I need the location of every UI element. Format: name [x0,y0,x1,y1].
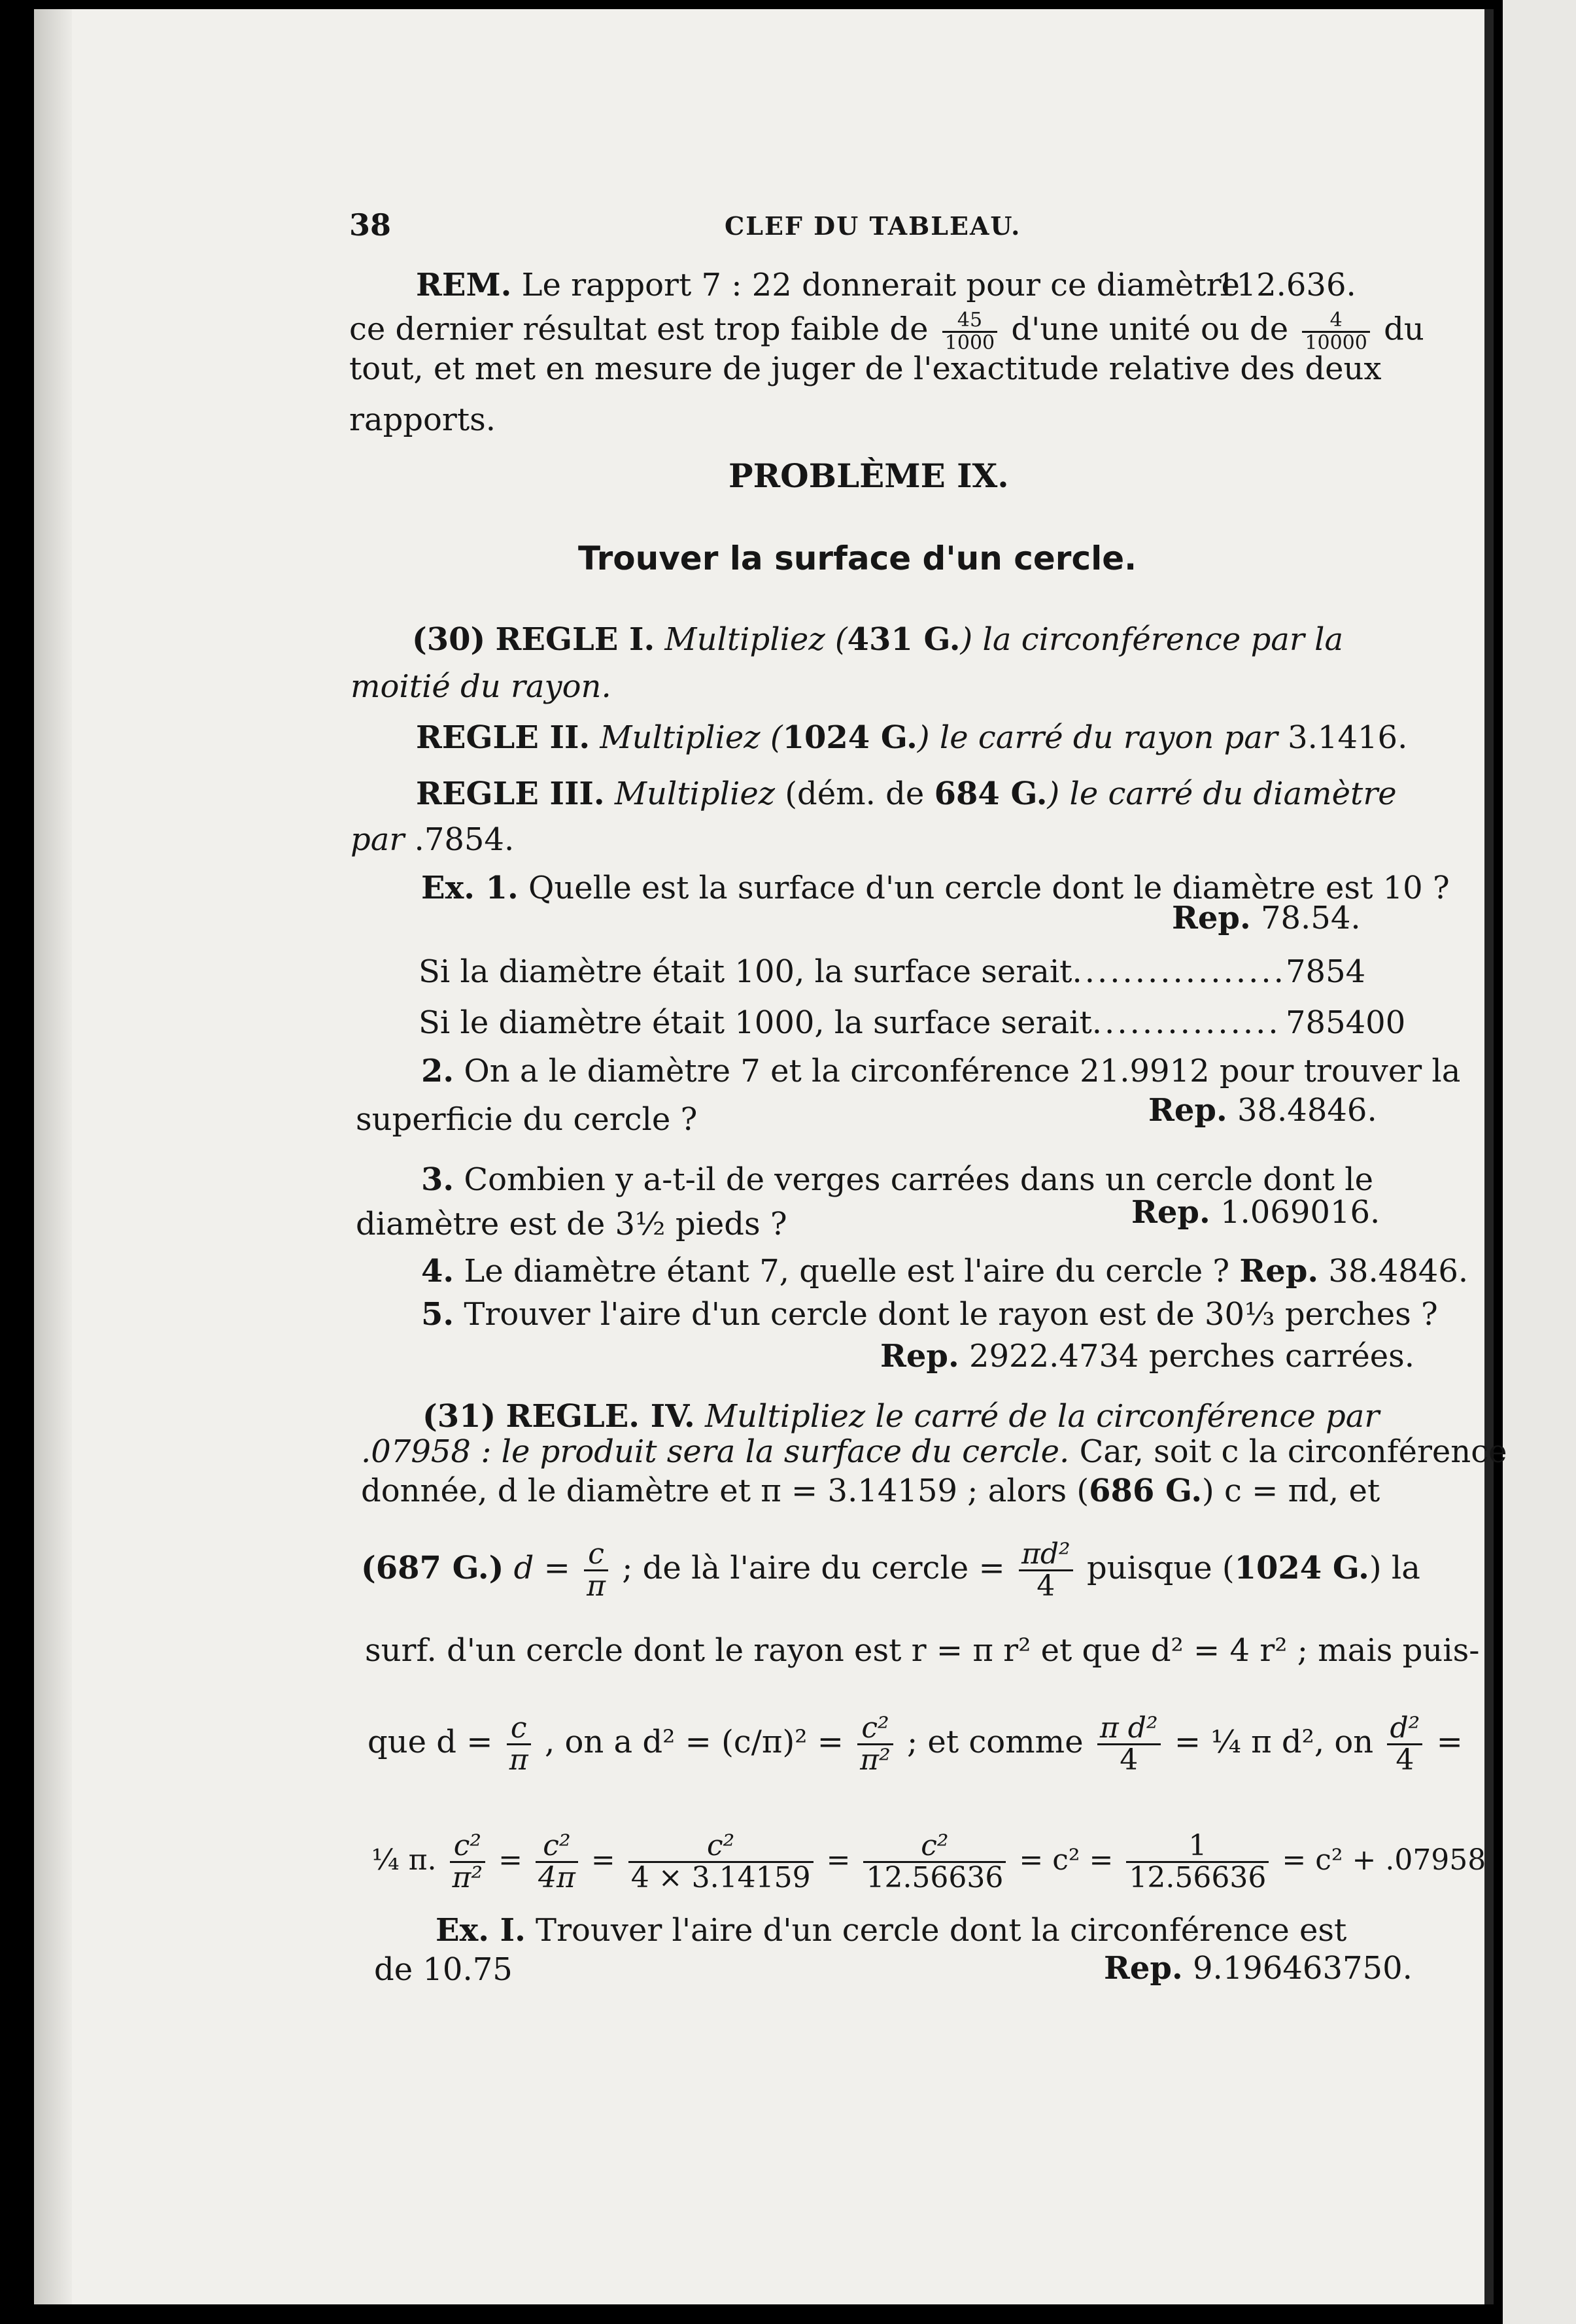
rule-3-line-1: REGLE III. Multipliez (dém. de 684 G.) le carré du diamètre [416,776,1397,812]
rule-4-example-answer: Rep. 9.196463750. [1104,1950,1413,1987]
rem-line-2: ce dernier résultat est trop faible de $\frac{45}{1000}$ d'une unité ou de $\frac{4}{10000}$ du [349,309,1424,354]
rule-4-line-1: (31) REGLE. IV. Multipliez le carré de la circonférence par [422,1398,1380,1435]
rem-line-3: tout, et met en mesure de juger de l'exactitude relative des deux [349,350,1382,387]
page-number: 38 [349,207,392,243]
example-3-line-1: 3. Combien y a-t-il de verges carrées dans un cercle dont le [421,1161,1374,1198]
example-2-line-1: 2. On a le diamètre 7 et la circonférence 21.9912 pour trouver la [421,1053,1461,1089]
rule-4-label: REGLE. IV. [505,1398,695,1435]
rule-1-line-2: moitié du rayon. [351,668,611,705]
rem-line-4: rapports. [349,402,496,438]
example-1-answer: Rep. 78.54. [1172,900,1361,936]
example-3-line-2: diamètre est de 3½ pieds ? [356,1206,787,1242]
example-4: 4. Le diamètre étant 7, quelle est l'aire du cercle ? Rep. 38.4846. [421,1253,1469,1290]
example-1: Ex. 1. Quelle est la surface d'un cercle dont le diamètre est 10 ? [421,870,1450,906]
rem-label: REM. [416,267,512,303]
example-1-line-100: Si la diamètre était 100, la surface serait................. [419,953,1286,990]
adjacent-page-edge [1503,0,1576,2324]
example-1-value-100: 7854 [1286,953,1366,990]
example-3-answer: Rep. 1.069016. [1131,1194,1380,1231]
example-5-line-1: 5. Trouver l'aire d'un cercle dont le rayon est de 30⅓ perches ? [421,1296,1438,1333]
rule-2-label: REGLE II. [416,719,591,756]
example-2-line-2: superficie du cercle ? [356,1101,698,1138]
example-5-answer: Rep. 2922.4734 perches carrées. [880,1338,1415,1375]
rule-4-line-3: donnée, d le diamètre et π = 3.14159 ; alors (686 G.) c = πd, et [361,1473,1380,1509]
fraction-4-10000: $\frac{4}{10000}$ [1302,310,1369,353]
example-1-value-1000: 785400 [1286,1004,1406,1041]
rule-4-line-2: .07958 : le produit sera la surface du cercle. Car, soit c la circonférence [361,1433,1507,1470]
fraction-45-1000: $\frac{45}{1000}$ [942,310,997,353]
running-title: CLEF DU TABLEAU. [725,211,1021,241]
example-2-answer: Rep. 38.4846. [1148,1092,1377,1129]
rem-line-1: REM. Le rapport 7 : 22 donnerait pour ce diamètre [416,267,1240,303]
problem-title: PROBLÈME IX. [728,456,1009,495]
rule-4-example-line-1: Ex. I. Trouver l'aire d'un cercle dont la circonférence est [436,1912,1347,1949]
rule-4-line-7: ¼ π. $\frac{\text{c²}}{\text{π²}}$ = $\frac{\text{c²}}{4\pi}$ = $\frac{\text{c²}}{4 \times 3.14159}$ = $\frac{\text{c²}}{12.56636}$ = c² = $\frac{1}{12.56636}$ = c² + .07958 [371,1829,1486,1895]
rule-3-label: REGLE III. [416,776,605,812]
rule-4-example-line-2: de 10.75 [374,1951,513,1988]
problem-subtitle: Trouver la surface d'un cercle. [578,539,1137,577]
rule-1-label: REGLE I. [495,621,655,658]
page-fold-shadow [34,9,72,2304]
example-1-line-1000: Si le diamètre était 1000, la surface serait............... [419,1004,1281,1041]
rule-1-line-1: (30) REGLE I. Multipliez (431 G.) la circonférence par la [412,621,1344,658]
rule-2: REGLE II. Multipliez (1024 G.) le carré du rayon par 3.1416. [416,719,1408,756]
rule-4-line-5: surf. d'un cercle dont le rayon est r = π r² et que d² = 4 r² ; mais puis- [365,1632,1480,1669]
rule-4-line-4: (687 G.) d = $\frac{c}{\pi}$ ; de là l'aire du cercle = $\frac{\text{πd²}}{4}$ puisque (1024 G.) la [361,1537,1420,1603]
rem-value: 112.636. [1216,267,1356,303]
rule-4-line-6: que d = $\frac{c}{\pi}$ , on a d² = (c/π)² = $\frac{\text{c²}}{\text{π²}}$ ; et comme $\frac{\text{π d²}}{4}$ = ¼ π d², on $\frac{\text{d²}}{4}$ = [368,1711,1463,1777]
rule-3-line-2: par .7854. [351,821,515,858]
